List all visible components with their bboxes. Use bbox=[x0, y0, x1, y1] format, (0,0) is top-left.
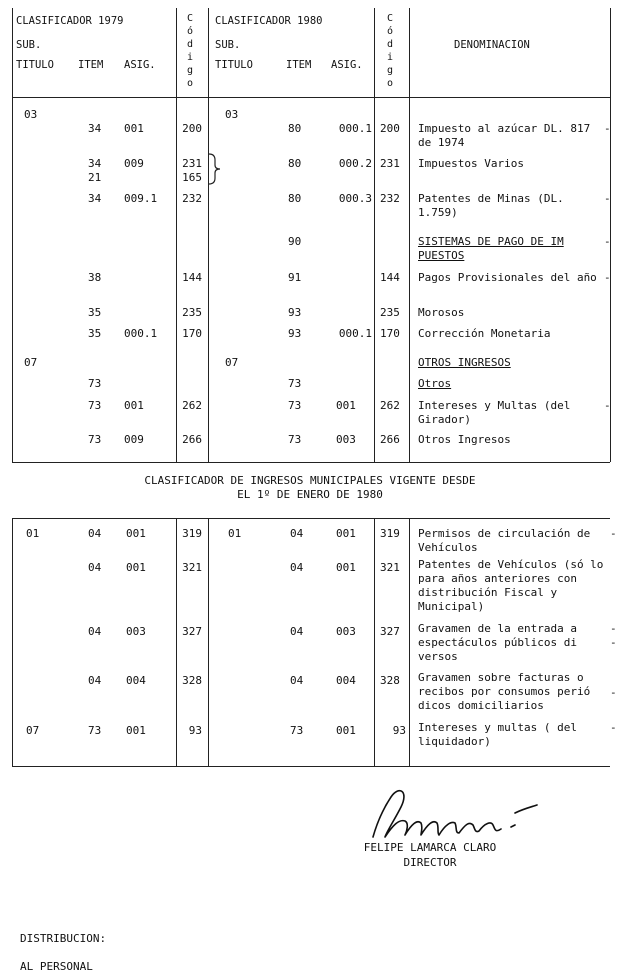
table2-row-0-asig-1979: 001 bbox=[126, 527, 146, 540]
table1-row-3-asig-1979: 009.1 bbox=[124, 192, 158, 205]
table1-row-3-item-1980: 80 bbox=[288, 192, 302, 205]
signer-name: FELIPE LAMARCA CLARO bbox=[363, 841, 497, 854]
table2-rule-bottom bbox=[12, 766, 610, 767]
table1-row-10-cod-1980: 262 bbox=[380, 399, 400, 412]
table2-row-3-asig-1979: 004 bbox=[126, 674, 146, 687]
dash-mark: - bbox=[604, 122, 611, 135]
table1-row-10-item-1980: 73 bbox=[288, 399, 302, 412]
table2-row-2-cod-1979: 327 bbox=[182, 625, 202, 638]
header-clasificador-1979: CLASIFICADOR 1979 bbox=[16, 15, 124, 27]
table2-row-2-cod-1980: 327 bbox=[380, 625, 400, 638]
table1-rule-bottom bbox=[12, 462, 610, 463]
table2-row-3-denominacion: Gravamen sobre facturas o recibos por consumos perió dicos domiciliarios bbox=[418, 671, 591, 712]
header-item-1979: ITEM bbox=[78, 59, 104, 71]
distribution-item: AL PERSONAL bbox=[20, 960, 93, 973]
signer-title: DIRECTOR bbox=[403, 856, 457, 869]
table1-row-3-item-1979: 34 bbox=[88, 192, 102, 205]
header-item-1980: ITEM bbox=[286, 59, 312, 71]
table2-row-4-asig-1979: 001 bbox=[126, 724, 146, 737]
dash-mark: - bbox=[604, 235, 611, 248]
header-clasificador-1980: CLASIFICADOR 1980 bbox=[215, 15, 323, 27]
table1-col-divider bbox=[374, 8, 375, 462]
dash-mark: - bbox=[604, 192, 611, 205]
table1-row-4-item-1980: 90 bbox=[288, 235, 302, 248]
table1-row-6-cod-1979: 235 bbox=[182, 306, 202, 319]
header-codigo-1980: C ó d i g o bbox=[386, 13, 394, 89]
brace-icon bbox=[206, 152, 222, 186]
table1-rule-bottom-header bbox=[12, 97, 610, 98]
table1-row-11-cod-1980: 266 bbox=[380, 433, 400, 446]
header-denominacion: DENOMINACION bbox=[454, 39, 530, 51]
table1-col-divider bbox=[409, 8, 410, 462]
table2-row-0-titulo-1979: 01 bbox=[26, 527, 40, 540]
table2-row-1-asig-1980: 001 bbox=[336, 561, 356, 574]
table1-row-1-asig-1979: 001 bbox=[124, 122, 144, 135]
section-title-line2: EL 1º DE ENERO DE 1980 bbox=[237, 488, 383, 501]
table2-row-0-cod-1980: 319 bbox=[380, 527, 400, 540]
table1-row-7-cod-1980: 170 bbox=[380, 327, 400, 340]
table2-row-4-titulo-1979: 07 bbox=[26, 724, 40, 737]
dash-mark: - bbox=[610, 721, 617, 734]
table2-rule-top bbox=[12, 518, 610, 519]
table2-row-2-item-1980: 04 bbox=[290, 625, 304, 638]
table1-row-7-cod-1979: 170 bbox=[182, 327, 202, 340]
header-titulo-1980: TITULO bbox=[215, 59, 253, 71]
table1-row-2-item-1980: 80 bbox=[288, 157, 302, 170]
table1-col-divider bbox=[208, 8, 209, 462]
distribution-label: DISTRIBUCION: bbox=[20, 932, 107, 945]
table2-row-4-item-1980: 73 bbox=[290, 724, 304, 737]
table1-row-3-denominacion: Patentes de Minas (DL. 1.759) bbox=[418, 192, 564, 219]
table2-row-1-cod-1979: 321 bbox=[182, 561, 202, 574]
table1-row-6-item-1979: 35 bbox=[88, 306, 102, 319]
table1-row-10-asig-1979: 001 bbox=[124, 399, 144, 412]
table1-row-10-denominacion: Intereses y Multas (del Girador) bbox=[418, 399, 571, 426]
table1-row-2-item-1979: 34 21 bbox=[88, 157, 102, 184]
table1-row-5-item-1980: 91 bbox=[288, 271, 302, 284]
table2-row-1-cod-1980: 321 bbox=[380, 561, 400, 574]
table1-row-1-item-1979: 34 bbox=[88, 122, 102, 135]
table1-row-6-cod-1980: 235 bbox=[380, 306, 400, 319]
table1-row-11-item-1980: 73 bbox=[288, 433, 302, 446]
table2-row-3-item-1980: 04 bbox=[290, 674, 304, 687]
table1-row-1-denominacion: Impuesto al azúcar DL. 817 de 1974 bbox=[418, 122, 591, 149]
table2-row-1-item-1980: 04 bbox=[290, 561, 304, 574]
dash-mark: - bbox=[610, 636, 617, 649]
dash-mark: - bbox=[604, 399, 611, 412]
table1-row-8-denominacion: OTROS INGRESOS bbox=[418, 356, 511, 369]
table1-row-6-denominacion: Morosos bbox=[418, 306, 465, 319]
table1-row-2-cod-1980: 231 bbox=[380, 157, 400, 170]
table2-row-3-cod-1979: 328 bbox=[182, 674, 202, 687]
table2-col-divider bbox=[12, 518, 13, 766]
table1-row-7-denominacion: Corrección Monetaria bbox=[418, 327, 551, 340]
table1-row-3-cod-1980: 232 bbox=[380, 192, 400, 205]
table1-row-1-cod-1979: 200 bbox=[182, 122, 202, 135]
table1-row-11-asig-1979: 009 bbox=[124, 433, 144, 446]
table2-row-3-item-1979: 04 bbox=[88, 674, 102, 687]
table1-row-0-titulo-1979: 03 bbox=[24, 108, 38, 121]
table2-col-divider bbox=[176, 518, 177, 766]
table2-row-1-asig-1979: 001 bbox=[126, 561, 146, 574]
table1-row-7-asig-1980: 000.1 bbox=[338, 327, 372, 340]
table1-row-7-item-1980: 93 bbox=[288, 327, 302, 340]
table2-col-divider bbox=[409, 518, 410, 766]
table1-col-divider bbox=[12, 8, 13, 462]
table1-row-5-denominacion: Pagos Provisionales del año bbox=[418, 271, 597, 284]
table2-row-4-denominacion: Intereses y multas ( del liquidador) bbox=[418, 721, 577, 748]
dash-mark: - bbox=[610, 686, 617, 699]
header-asig-1979: ASIG. bbox=[124, 59, 156, 71]
table1-row-9-denominacion: Otros bbox=[418, 377, 452, 390]
table1-row-6-item-1980: 93 bbox=[288, 306, 302, 319]
table1-row-2-denominacion: Impuestos Varios bbox=[418, 157, 524, 170]
table1-row-7-item-1979: 35 bbox=[88, 327, 102, 340]
table2-col-divider bbox=[374, 518, 375, 766]
header-codigo-1979: C ó d i g o bbox=[186, 13, 194, 89]
table1-row-10-cod-1979: 262 bbox=[182, 399, 202, 412]
table1-row-8-titulo-1979: 07 bbox=[24, 356, 38, 369]
dash-mark: - bbox=[610, 527, 617, 540]
table1-row-8-titulo-1980: 07 bbox=[225, 356, 239, 369]
table2-row-4-cod-1980: 93 bbox=[392, 724, 406, 737]
header-sub-1979: SUB. bbox=[16, 39, 42, 51]
table1-row-2-cod-1979: 231 165 bbox=[182, 157, 202, 184]
table1-row-10-asig-1980: 001 bbox=[336, 399, 356, 412]
table1-row-11-denominacion: Otros Ingresos bbox=[418, 433, 511, 446]
table2-row-0-denominacion: Permisos de circulación de Vehículos bbox=[418, 527, 591, 554]
table2-row-3-asig-1980: 004 bbox=[336, 674, 356, 687]
dash-mark: - bbox=[604, 271, 611, 284]
table2-row-0-item-1979: 04 bbox=[88, 527, 102, 540]
table2-row-1-denominacion: Patentes de Vehículos (só lo para años anteriores con distribución Fiscal y Municipal) bbox=[418, 558, 604, 613]
table1-row-9-item-1980: 73 bbox=[288, 377, 302, 390]
table2-row-2-asig-1979: 003 bbox=[126, 625, 146, 638]
table1-row-11-cod-1979: 266 bbox=[182, 433, 202, 446]
table1-row-2-asig-1979: 009 bbox=[124, 157, 144, 170]
table1-row-0-titulo-1980: 03 bbox=[225, 108, 239, 121]
table1-row-1-item-1980: 80 bbox=[288, 122, 302, 135]
table2-row-0-titulo-1980: 01 bbox=[228, 527, 242, 540]
table1-row-11-asig-1980: 003 bbox=[336, 433, 356, 446]
table2-row-0-asig-1980: 001 bbox=[336, 527, 356, 540]
table1-row-3-cod-1979: 232 bbox=[182, 192, 202, 205]
table2-row-2-denominacion: Gravamen de la entrada a espectáculos públicos di versos bbox=[418, 622, 577, 663]
table1-row-11-item-1979: 73 bbox=[88, 433, 102, 446]
table2-row-0-item-1980: 04 bbox=[290, 527, 304, 540]
table1-row-10-item-1979: 73 bbox=[88, 399, 102, 412]
header-sub-1980: SUB. bbox=[215, 39, 241, 51]
header-asig-1980: ASIG. bbox=[331, 59, 363, 71]
table1-col-divider bbox=[176, 8, 177, 462]
table1-row-1-cod-1980: 200 bbox=[380, 122, 400, 135]
dash-mark: - bbox=[610, 622, 617, 635]
table1-row-9-item-1979: 73 bbox=[88, 377, 102, 390]
table2-row-4-asig-1980: 001 bbox=[336, 724, 356, 737]
table1-row-4-denominacion: SISTEMAS DE PAGO DE IM PUESTOS bbox=[418, 235, 564, 262]
signature-icon bbox=[365, 785, 540, 843]
section-title-line1: CLASIFICADOR DE INGRESOS MUNICIPALES VIGENTE DESDE bbox=[144, 474, 476, 487]
table2-row-4-cod-1979: 93 bbox=[188, 724, 202, 737]
table1-row-3-asig-1980: 000.3 bbox=[338, 192, 372, 205]
table2-row-3-cod-1980: 328 bbox=[380, 674, 400, 687]
table1-row-1-asig-1980: 000.1 bbox=[338, 122, 372, 135]
table1-row-5-item-1979: 38 bbox=[88, 271, 102, 284]
table1-row-2-asig-1980: 000.2 bbox=[338, 157, 372, 170]
table2-row-1-item-1979: 04 bbox=[88, 561, 102, 574]
table2-col-divider bbox=[208, 518, 209, 766]
table1-row-7-asig-1979: 000.1 bbox=[124, 327, 158, 340]
table2-row-0-cod-1979: 319 bbox=[182, 527, 202, 540]
table1-row-5-cod-1979: 144 bbox=[182, 271, 202, 284]
table2-row-2-asig-1980: 003 bbox=[336, 625, 356, 638]
table2-row-2-item-1979: 04 bbox=[88, 625, 102, 638]
header-titulo-1979: TITULO bbox=[16, 59, 54, 71]
table2-row-4-item-1979: 73 bbox=[88, 724, 102, 737]
table1-row-5-cod-1980: 144 bbox=[380, 271, 400, 284]
